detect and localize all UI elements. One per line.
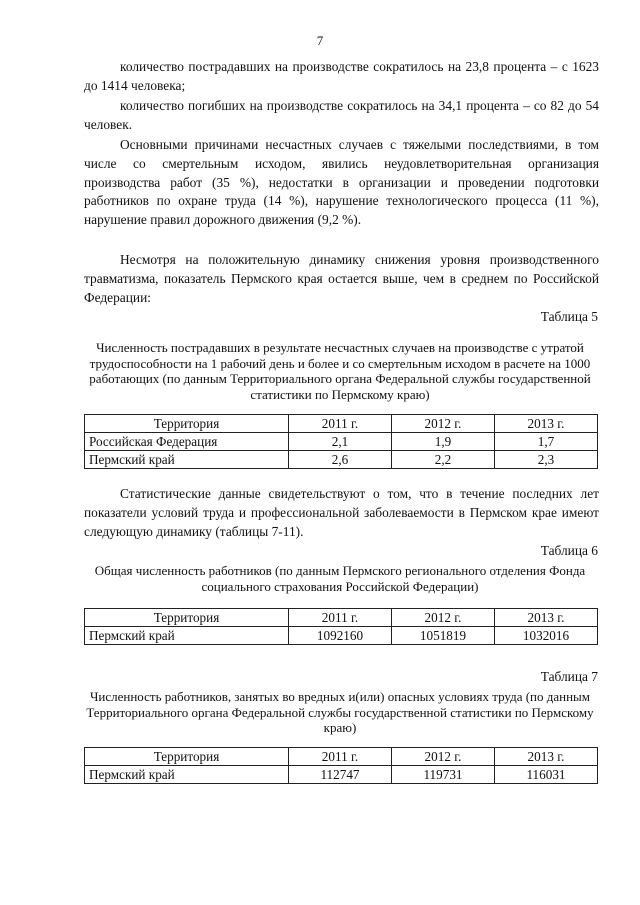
cell-2011: 112747 [289,766,392,784]
cell-territory: Пермский край [85,451,289,469]
table-row [85,766,598,784]
table-header-row [85,609,598,627]
cell-territory: Российская Федерация [85,433,289,451]
table-5-label: Таблица 5 [540,309,598,324]
table-row [85,433,598,451]
table-5 [84,414,598,469]
header-2013: 2013 г. [495,748,598,766]
cell-2013: 2,3 [495,451,598,469]
header-2013: 2013 г. [495,609,598,627]
cell-territory: Пермский край [85,627,289,645]
paragraph-statistics: Статистические данные свидетельствуют о том, что в течение последних лет показатели условий труда и профессиональной заболеваемости в Пермском крае имеют следующую динамику (таблицы 7-11). [84,486,599,539]
cell-2013: 1,7 [495,433,598,451]
header-2011: 2011 г. [289,415,392,433]
table-row [85,451,598,469]
header-2011: 2011 г. [289,609,392,627]
header-2012: 2012 г. [392,748,495,766]
paragraph-deaths: количество погибших на производстве сократилось на 34,1 процента – со 82 до 54 человек. [84,98,599,132]
paragraph-causes: Основными причинами несчастных случаев с тяжелыми последствиями, в том числе со смертельным исходом, явились неудовлетворительная организация производства работ (35 %), недостатки в организации и проведении подготовки работников по охране труда (14 %), нарушение технологического процесса (11 %), нарушение правил дорожного движения (9,2 %). [84,137,599,228]
table-row [85,627,598,645]
table-6-title: Общая численность работников (по данным Пермского регионального отделения Фонда социального страхования Российской Федерации) [94,563,586,594]
page-number: 7 [316,33,324,48]
header-2012: 2012 г. [392,415,495,433]
cell-2012: 119731 [392,766,495,784]
table-6-label: Таблица 6 [540,543,598,558]
paragraph-comparison: Несмотря на положительную динамику снижения уровня производственного травматизма, показатель Пермского края остается выше, чем в среднем по Российской Федерации: [84,252,599,305]
table-5-title: Численность пострадавших в результате несчастных случаев на производстве с утратой трудоспособности на 1 рабочий день и более и со смертельным исходом в расчете на 1000 работающих (по данным Территориального органа Федеральной службы государственной статистики по Пермскому краю) [89,340,591,402]
header-territory: Территория [85,609,289,627]
header-2012: 2012 г. [392,609,495,627]
cell-2011: 1092160 [289,627,392,645]
cell-2012: 1,9 [392,433,495,451]
cell-2013: 116031 [495,766,598,784]
cell-2012: 1051819 [392,627,495,645]
paragraph-injured: количество пострадавших на производстве сократилось на 23,8 процента – с 1623 до 1414 человека; [84,59,599,93]
table-header-row [85,748,598,766]
cell-2012: 2,2 [392,451,495,469]
cell-2011: 2,6 [289,451,392,469]
header-2011: 2011 г. [289,748,392,766]
cell-2013: 1032016 [495,627,598,645]
table-7-label: Таблица 7 [540,669,598,684]
header-2013: 2013 г. [495,415,598,433]
table-6 [84,608,598,645]
header-territory: Территория [85,415,289,433]
cell-2011: 2,1 [289,433,392,451]
table-7-title: Численность работников, занятых во вредных и(или) опасных условиях труда (по данным Территориального органа Федеральной службы государственной статистики по Пермскому краю) [86,689,594,735]
table-7 [84,747,598,784]
table-header-row [85,415,598,433]
header-territory: Территория [85,748,289,766]
cell-territory: Пермский край [85,766,289,784]
